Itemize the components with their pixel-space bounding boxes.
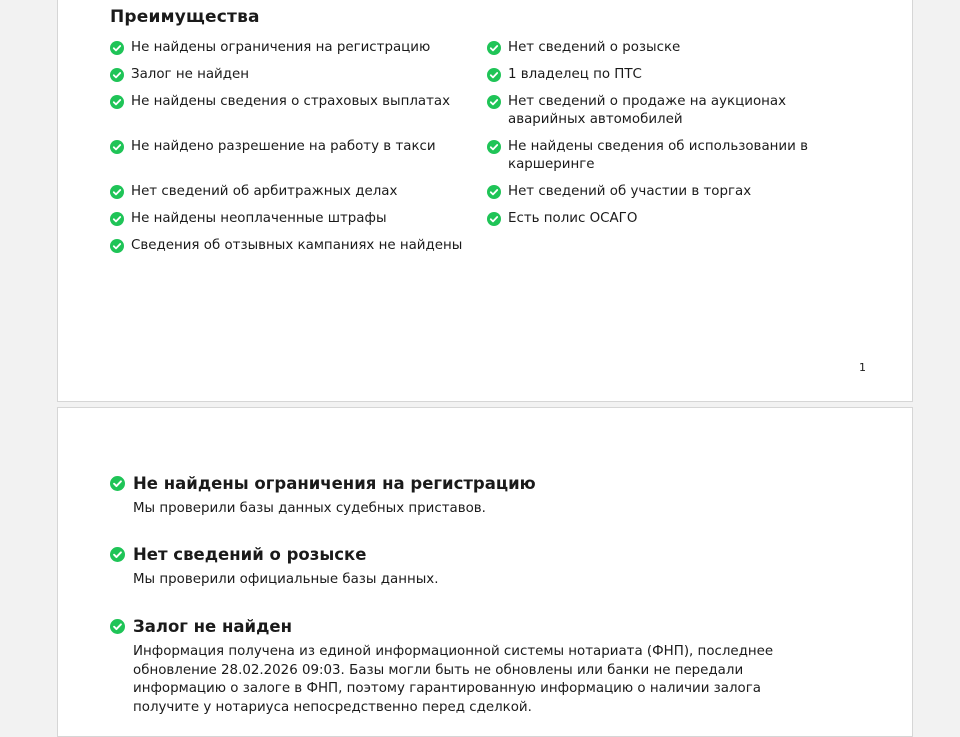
detail-text: Информация получена из единой информационной системы нотариата (ФНП), последнее обновление 28.02.2026 09:03. Базы могли быть не обновлены или банки не передали информацию о залоге в ФНП, поэтому гарантированную информацию о наличии залога получите у нотариуса непосредственно перед сделкой. [133, 644, 774, 715]
advantage-label: Не найдены ограничения на регистрацию [131, 40, 431, 55]
advantage-item [110, 66, 480, 84]
advantage-label: 1 владелец по ПТС [508, 67, 642, 82]
check-circle-icon [110, 95, 124, 109]
check-circle-icon [110, 41, 124, 55]
report-page-2 [57, 407, 913, 737]
check-circle-icon [110, 185, 124, 199]
advantage-label: Не найдено разрешение на работу в такси [131, 139, 436, 154]
detail-title: Нет сведений о розыске [133, 545, 367, 564]
detail-title: Залог не найден [133, 617, 292, 636]
advantage-label: Нет сведений об арбитражных делах [131, 184, 398, 199]
advantage-item [110, 93, 480, 111]
check-circle-icon [487, 140, 501, 154]
check-circle-icon [487, 41, 501, 55]
check-circle-icon [487, 212, 501, 226]
detail-text: Мы проверили базы данных судебных приставов. [133, 501, 486, 516]
page-number: 1 [859, 361, 866, 374]
check-circle-icon [110, 68, 124, 82]
check-circle-icon [487, 95, 501, 109]
advantage-item [487, 183, 857, 201]
check-circle-icon [110, 239, 124, 253]
advantages-list-left [110, 39, 480, 264]
advantage-item [487, 210, 857, 228]
check-circle-icon [110, 476, 125, 491]
detail-text: Мы проверили официальные базы данных. [133, 572, 439, 587]
advantage-label: Нет сведений о продаже на аукционах аварийных автомобилей [508, 94, 787, 127]
advantage-item [110, 183, 480, 201]
advantage-label: Не найдены сведения об использовании в каршеринге [508, 139, 808, 172]
advantage-item [110, 138, 480, 156]
advantage-item [110, 237, 480, 255]
check-circle-icon [487, 185, 501, 199]
advantages-list-right [487, 39, 857, 237]
advantage-item [110, 210, 480, 228]
advantage-label: Есть полис ОСАГО [508, 211, 638, 226]
advantage-label: Нет сведений о розыске [508, 40, 681, 55]
advantage-item [487, 138, 857, 174]
check-circle-icon [110, 140, 124, 154]
advantage-item [487, 93, 857, 129]
detail-section [110, 545, 830, 590]
advantage-item [487, 66, 857, 84]
report-page-1 [57, 0, 913, 402]
detail-section [110, 474, 830, 519]
advantage-label: Залог не найден [131, 67, 249, 82]
check-circle-icon [110, 619, 125, 634]
advantage-label: Нет сведений об участии в торгах [508, 184, 752, 199]
check-circle-icon [487, 68, 501, 82]
detail-title: Не найдены ограничения на регистрацию [133, 474, 536, 493]
advantage-item [110, 39, 480, 57]
check-circle-icon [110, 547, 125, 562]
advantages-heading: Преимущества [110, 7, 260, 27]
advantage-item [487, 39, 857, 57]
detail-section [110, 617, 830, 717]
advantage-label: Не найдены неоплаченные штрафы [131, 211, 387, 226]
advantage-label: Сведения об отзывных кампаниях не найдены [131, 238, 463, 253]
check-circle-icon [110, 212, 124, 226]
advantage-label: Не найдены сведения о страховых выплатах [131, 94, 451, 109]
